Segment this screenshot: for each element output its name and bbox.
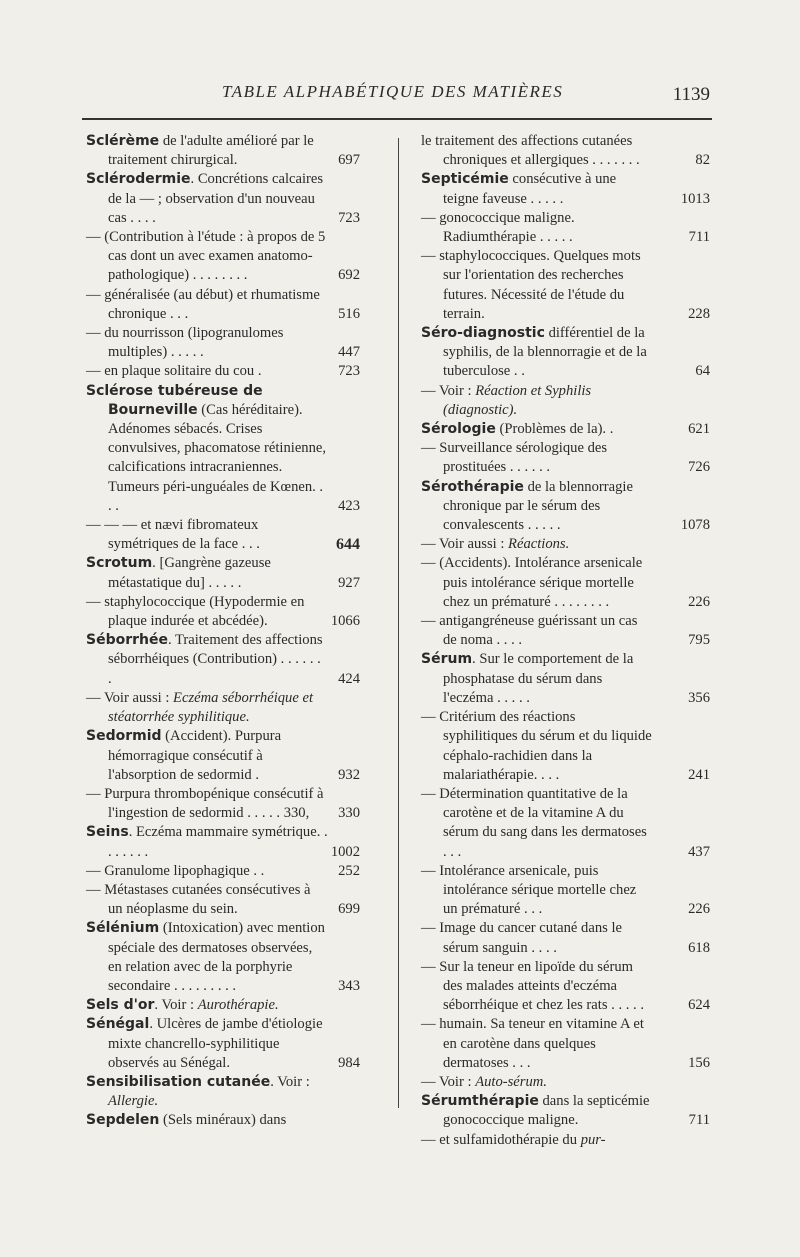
index-entry <box>421 439 710 477</box>
index-entry <box>421 650 710 708</box>
entry-heading: Seins <box>86 824 129 841</box>
entry-text: — Métastases cutanées consécutives à un néoplasme du sein. <box>86 881 311 918</box>
index-entry <box>421 478 710 536</box>
entry-heading: Sclérose tubéreuse de Bourneville <box>86 382 263 418</box>
entry-text: . Sur le comportement de la phosphatase du sérum dans l'eczéma . . . . . <box>443 651 634 706</box>
entry-text: — humain. Sa teneur en vitamine A et en carotène dans quelques dermatoses . . . <box>421 1016 644 1071</box>
entry-italic: Auto-sérum. <box>475 1073 547 1090</box>
index-entry <box>421 612 710 650</box>
entry-text: — généralisée (au début) et rhumatisme chronique . . . <box>86 286 320 322</box>
index-entry <box>421 247 710 324</box>
index-entry <box>86 362 386 381</box>
entry-text: — du nourrisson (lipogranulomes multiples) . . . . . <box>86 325 284 361</box>
page-header <box>82 82 712 112</box>
entry-text: — Intolérance arsenicale, puis intolérance sérique mortelle chez un prématuré . . . <box>421 862 637 918</box>
index-entry <box>421 535 710 554</box>
entry-page-number: 711 <box>688 1112 710 1129</box>
entry-text: — Détermination quantitative de la carotène et de la vitamine A du sérum du sang dans les dermatoses . . . <box>421 785 647 860</box>
index-entry <box>421 1015 710 1073</box>
entry-text: consécutive à une teigne faveuse . . . . . <box>443 171 617 207</box>
index-entry <box>421 554 710 612</box>
index-entry <box>421 1073 710 1092</box>
entry-text: — Voir aussi : <box>86 689 174 706</box>
entry-heading: Sclérodermie <box>86 171 191 188</box>
entry-heading: Sénégal <box>86 1016 150 1033</box>
entry-page-number: 516 <box>338 305 360 322</box>
entry-page-number: 241 <box>688 766 710 783</box>
index-entry <box>421 785 710 862</box>
entry-page-number: 624 <box>688 997 710 1014</box>
entry-text: — Surveillance sérologique des prostituées . . . . . . <box>421 440 608 476</box>
index-entry <box>421 1092 710 1130</box>
index-entry <box>421 919 710 957</box>
index-entry <box>86 1073 386 1111</box>
entry-text: (Sels minéraux) dans <box>159 1112 287 1129</box>
entry-page-number: 711 <box>688 229 710 246</box>
entry-heading: Sclérème <box>86 133 160 149</box>
entry-page-number: 692 <box>338 267 360 284</box>
entry-page-number: 64 <box>695 363 710 380</box>
entry-page-number: 927 <box>338 574 360 591</box>
entry-text: de l'adulte amélioré par le traitement chirurgical. <box>108 133 314 169</box>
index-entry <box>86 631 386 689</box>
entry-italic: Allergie. <box>108 1093 159 1110</box>
entry-page-number: 984 <box>338 1054 360 1071</box>
entry-text: (Problèmes de la). . <box>495 421 614 438</box>
index-entry <box>86 689 386 727</box>
index-entry <box>86 862 386 881</box>
entry-page-number: 1002 <box>330 843 360 860</box>
entry-page-number: 330 <box>338 805 360 822</box>
index-entry <box>421 170 710 208</box>
index-entry <box>421 132 710 170</box>
entry-page-number: 618 <box>688 939 710 956</box>
index-entry <box>86 516 386 554</box>
entry-text: — et sulfamidothérapie du <box>421 1131 581 1148</box>
index-entry <box>421 324 710 382</box>
entry-heading: Sélénium <box>86 920 160 937</box>
entry-page-number: 1013 <box>680 190 710 207</box>
index-entry <box>86 785 386 823</box>
page-number: 1139 <box>672 84 710 105</box>
entry-text: . Concrétions calcaires de la — ; observation d'un nouveau cas . . . . <box>108 171 324 226</box>
entry-heading: Scrotum <box>86 555 153 572</box>
index-entry <box>86 382 386 516</box>
entry-page-number: 356 <box>688 689 710 706</box>
entry-page-number: 932 <box>338 766 360 783</box>
entry-text: — staphylococcique (Hypodermie en plaque indurée et abcédée). <box>86 593 305 630</box>
entry-page-number: 621 <box>688 421 710 438</box>
entry-heading: Sérumthérapie <box>421 1093 539 1110</box>
running-title: TABLE ALPHABÉTIQUE DES MATIÈRES <box>222 82 564 101</box>
entry-text: (Accident). Purpura hémorragique consécutif à l'absorption de sedormid . <box>108 728 282 783</box>
index-entry <box>421 708 710 785</box>
entry-heading: Sérologie <box>421 421 496 438</box>
entry-text: (Cas héréditaire). Adénomes sébacés. Crises convulsives, phacomatose rétinienne, calcifications intracraniennes. Tumeurs péri-unguéales de Kœnen. . . . <box>108 401 327 514</box>
entry-italic: pur- <box>580 1131 606 1148</box>
column-divider <box>398 138 399 1108</box>
entry-page-number: 343 <box>338 977 360 994</box>
index-entry <box>421 1131 710 1150</box>
header-rule <box>82 118 712 120</box>
entry-text: . Voir : <box>154 997 198 1014</box>
entry-page-number: 447 <box>338 344 360 361</box>
entry-heading: Sepdelen <box>86 1112 160 1129</box>
entry-italic: Eczéma séborrhéique et stéatorrhée syphilitique. <box>108 689 314 726</box>
entry-page-number: 699 <box>338 901 360 918</box>
entry-text: — (Accidents). Intolérance arsenicale puis intolérance sérique mortelle chez un prématuré . . . . . . . . <box>421 555 643 610</box>
index-entry <box>86 1015 386 1073</box>
entry-text: . Traitement des affections séborrhéiques (Contribution) . . . . . . . <box>108 632 323 687</box>
entry-text: — en plaque solitaire du cou . <box>86 363 262 380</box>
index-entry <box>86 132 386 170</box>
entry-heading: Sedormid <box>86 728 162 745</box>
left-column <box>86 132 386 1131</box>
entry-text: de la blennorragie chronique par le sérum des convalescents . . . . . <box>443 478 633 534</box>
right-column <box>421 132 710 1150</box>
index-entry <box>421 209 710 247</box>
index-entry <box>86 919 386 996</box>
entry-page-number: 697 <box>338 152 360 169</box>
entry-page-number: 226 <box>688 593 710 610</box>
entry-page-number: 423 <box>338 497 360 514</box>
index-entry <box>86 228 386 286</box>
entry-heading: Sérum <box>421 651 473 668</box>
entry-text: — staphylococciques. Quelques mots sur l'orientation des recherches futures. Nécessité de l'étude du terrain. <box>421 248 641 322</box>
entry-text: . [Gangrène gazeuse métastatique du] . . . . . <box>108 555 271 591</box>
entry-text: le traitement des affections cutanées chroniques et allergiques . . . . . . . <box>421 133 640 169</box>
index-entry <box>86 593 386 631</box>
entry-heading: Sels d'or <box>86 997 155 1014</box>
entry-text: . Voir : <box>270 1073 310 1090</box>
entry-italic: Réaction et Syphilis (diagnostic). <box>443 382 592 418</box>
entry-page-number: 156 <box>688 1054 710 1071</box>
index-entry <box>421 382 710 420</box>
entry-page-number: 795 <box>688 632 710 649</box>
entry-page-number: 723 <box>338 209 360 226</box>
entry-heading: Sensibilisation cutanée <box>86 1073 271 1090</box>
entry-text: — Sur la teneur en lipoïde du sérum des malades atteints d'eczéma séborrhéique et chez les rats . . . . . <box>421 958 644 1014</box>
entry-text: — Granulome lipophagique . . <box>86 862 265 879</box>
index-entry <box>86 170 386 228</box>
entry-text: — (Contribution à l'étude : à propos de 5 cas dont un avec examen anatomo-pathologique) . . . . . . . . <box>86 229 326 284</box>
index-entry <box>421 958 710 1016</box>
entry-text: — Critérium des réactions syphilitiques du sérum et du liquide céphalo-rachidien dans la malariathérapie. . . . <box>421 709 652 783</box>
index-entry <box>86 727 386 785</box>
index-entry <box>86 324 386 362</box>
entry-page-number: 252 <box>338 862 360 879</box>
entry-text: dans la septicémie gonococcique maligne. <box>443 1093 650 1129</box>
entry-page-number: 723 <box>338 363 360 380</box>
entry-heading: Séborrhée <box>86 632 168 649</box>
entry-page-number: 226 <box>688 901 710 918</box>
entry-italic: Réactions. <box>508 536 570 553</box>
index-entry <box>421 420 710 439</box>
entry-text: — antigangréneuse guérissant un cas de noma . . . . <box>421 613 638 649</box>
entry-heading: Séro-diagnostic <box>421 325 545 342</box>
entry-page-number: 437 <box>688 843 710 860</box>
entry-heading: Sérothérapie <box>421 478 524 495</box>
entry-page-number: 82 <box>695 152 710 169</box>
entry-text: . Ulcères de jambe d'étiologie mixte chancrello-syphilitique observés au Sénégal. <box>108 1016 323 1071</box>
index-entry <box>86 554 386 592</box>
entry-page-number: 644 <box>336 536 360 554</box>
index-entry <box>86 996 386 1015</box>
index-entry <box>86 286 386 324</box>
entry-text: . Eczéma mammaire symétrique. . . . . . . . <box>108 824 328 860</box>
index-entry <box>86 1111 386 1130</box>
entry-page-number: 424 <box>338 670 360 687</box>
entry-page-number: 726 <box>688 459 710 476</box>
entry-text: — Voir aussi : <box>421 536 509 553</box>
entry-text: — — — et nævi fibromateux symétriques de la face . . . <box>86 517 260 553</box>
entry-text: différentiel de la syphilis, de la blennorragie et de la tuberculose . . <box>443 325 647 380</box>
entry-heading: Septicémie <box>421 171 509 188</box>
entry-text: — Purpura thrombopénique consécutif à l'ingestion de sedormid . . . . . 330, <box>86 785 324 822</box>
index-entry <box>421 862 710 920</box>
entry-page-number: 228 <box>688 305 710 322</box>
entry-page-number: 1066 <box>330 613 360 630</box>
entry-text: — gonococcique maligne. Radiumthérapie . . . . . <box>421 209 575 246</box>
entry-text: (Intoxication) avec mention spéciale des dermatoses observées, en relation avec de la porphyrie secondaire . . . . . . . . . <box>108 920 325 994</box>
entry-text: — Voir : <box>421 1073 476 1090</box>
index-entry <box>86 881 386 919</box>
entry-text: — Voir : <box>421 382 476 399</box>
entry-text: — Image du cancer cutané dans le sérum sanguin . . . . <box>421 920 622 956</box>
index-entry <box>86 823 386 861</box>
entry-italic: Aurothérapie. <box>197 997 279 1014</box>
entry-page-number: 1078 <box>680 517 710 534</box>
